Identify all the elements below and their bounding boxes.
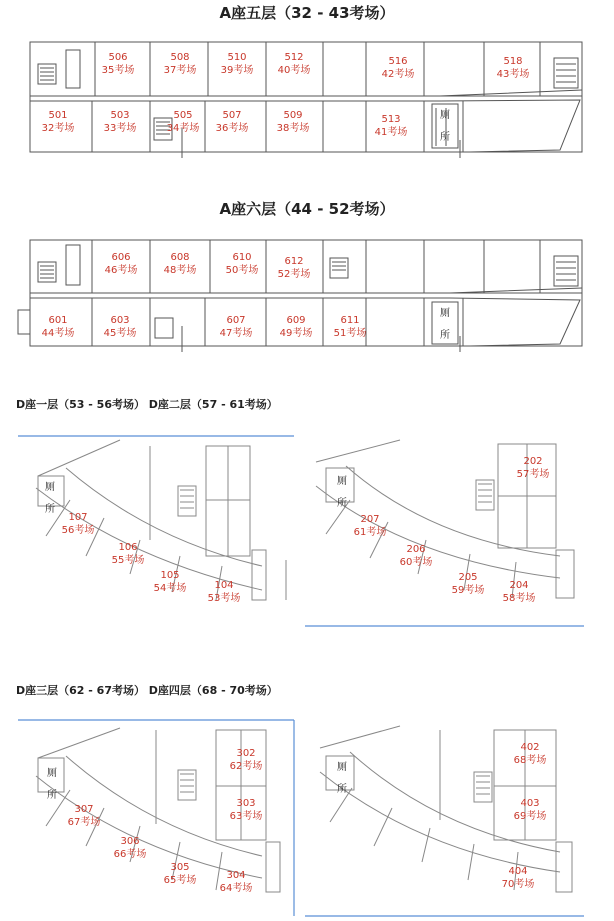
exam-room-label: 69考场	[513, 811, 547, 822]
room-number: 205	[458, 572, 478, 583]
exam-room-label: 36考场	[215, 123, 249, 134]
exam-room-label: 45考场	[103, 328, 137, 339]
exam-room-label: 62考场	[229, 761, 263, 772]
a5-title: A座五层（32 - 43考场）	[219, 4, 395, 22]
room-number: 606	[111, 252, 131, 263]
room-number: 206	[406, 544, 426, 555]
toilet-label: 所	[337, 498, 347, 509]
toilet-label: 厕	[47, 768, 57, 779]
exam-room-label: 63考场	[229, 811, 263, 822]
room-number: 503	[110, 110, 130, 121]
room-number: 104	[214, 580, 234, 591]
room-number: 304	[226, 870, 246, 881]
room-number: 303	[236, 798, 256, 809]
room-number: 302	[236, 748, 256, 759]
room-number: 611	[340, 315, 360, 326]
exam-room-label: 61考场	[353, 527, 387, 538]
exam-room-label: 56考场	[61, 525, 95, 536]
room-number: 603	[110, 315, 130, 326]
exam-room-label: 37考场	[163, 65, 197, 76]
exam-room-label: 58考场	[502, 593, 536, 604]
exam-room-label: 51考场	[333, 328, 367, 339]
toilet-label: 所	[337, 784, 347, 795]
exam-room-label: 68考场	[513, 755, 547, 766]
exam-room-label: 46考场	[104, 265, 138, 276]
exam-room-label: 57考场	[516, 469, 550, 480]
room-number: 612	[284, 256, 304, 267]
room-number: 207	[360, 514, 380, 525]
toilet-label: 所	[47, 790, 57, 801]
room-number: 607	[226, 315, 246, 326]
exam-room-label: 47考场	[219, 328, 253, 339]
exam-room-label: 66考场	[113, 849, 147, 860]
room-number: 403	[520, 798, 540, 809]
exam-room-label: 41考场	[374, 127, 408, 138]
room-number: 609	[286, 315, 306, 326]
toilet-label: 所	[440, 132, 450, 143]
room-number: 305	[170, 862, 190, 873]
room-number: 501	[48, 110, 68, 121]
toilet-label: 所	[45, 504, 55, 515]
room-number: 107	[68, 512, 88, 523]
toilet-label: 厕	[337, 476, 347, 487]
exam-room-label: 53考场	[207, 593, 241, 604]
exam-room-label: 49考场	[279, 328, 313, 339]
exam-room-label: 50考场	[225, 265, 259, 276]
exam-room-label: 32考场	[41, 123, 75, 134]
exam-room-label: 70考场	[501, 879, 535, 890]
room-number: 513	[381, 114, 401, 125]
exam-room-label: 39考场	[220, 65, 254, 76]
room-number: 510	[227, 52, 247, 63]
a6-title: A座六层（44 - 52考场）	[219, 200, 395, 218]
exam-room-label: 60考场	[399, 557, 433, 568]
d12-title: D座一层（53 - 56考场） D座二层（57 - 61考场）	[16, 398, 278, 411]
exam-room-label: 59考场	[451, 585, 485, 596]
room-number: 509	[283, 110, 303, 121]
toilet-label: 厕	[337, 762, 347, 773]
exam-room-label: 34考场	[166, 123, 200, 134]
exam-room-label: 35考场	[101, 65, 135, 76]
exam-room-label: 40考场	[277, 65, 311, 76]
room-number: 506	[108, 52, 128, 63]
room-number: 505	[173, 110, 193, 121]
exam-room-label: 65考场	[163, 875, 197, 886]
room-number: 512	[284, 52, 304, 63]
room-number: 507	[222, 110, 242, 121]
toilet-label: 厕	[440, 110, 450, 121]
exam-room-label: 52考场	[277, 269, 311, 280]
exam-room-label: 38考场	[276, 123, 310, 134]
exam-room-label: 64考场	[219, 883, 253, 894]
exam-room-label: 44考场	[41, 328, 75, 339]
exam-room-label: 42考场	[381, 69, 415, 80]
exam-room-label: 67考场	[67, 817, 101, 828]
exam-room-label: 55考场	[111, 555, 145, 566]
exam-room-label: 54考场	[153, 583, 187, 594]
exam-room-label: 43考场	[496, 69, 530, 80]
toilet-label: 厕	[440, 308, 450, 319]
room-number: 306	[120, 836, 140, 847]
room-number: 608	[170, 252, 190, 263]
toilet-label: 厕	[45, 482, 55, 493]
room-number: 610	[232, 252, 252, 263]
room-number: 105	[160, 570, 180, 581]
room-number: 106	[118, 542, 138, 553]
room-number: 204	[509, 580, 529, 591]
room-number: 516	[388, 56, 408, 67]
room-number: 518	[503, 56, 523, 67]
d34-title: D座三层（62 - 67考场） D座四层（68 - 70考场）	[16, 684, 278, 697]
room-number: 307	[74, 804, 94, 815]
exam-room-label: 48考场	[163, 265, 197, 276]
room-number: 601	[48, 315, 68, 326]
room-number: 202	[523, 456, 543, 467]
room-number: 402	[520, 742, 540, 753]
exam-room-label: 33考场	[103, 123, 137, 134]
room-number: 404	[508, 866, 528, 877]
toilet-label: 所	[440, 330, 450, 341]
room-number: 508	[170, 52, 190, 63]
